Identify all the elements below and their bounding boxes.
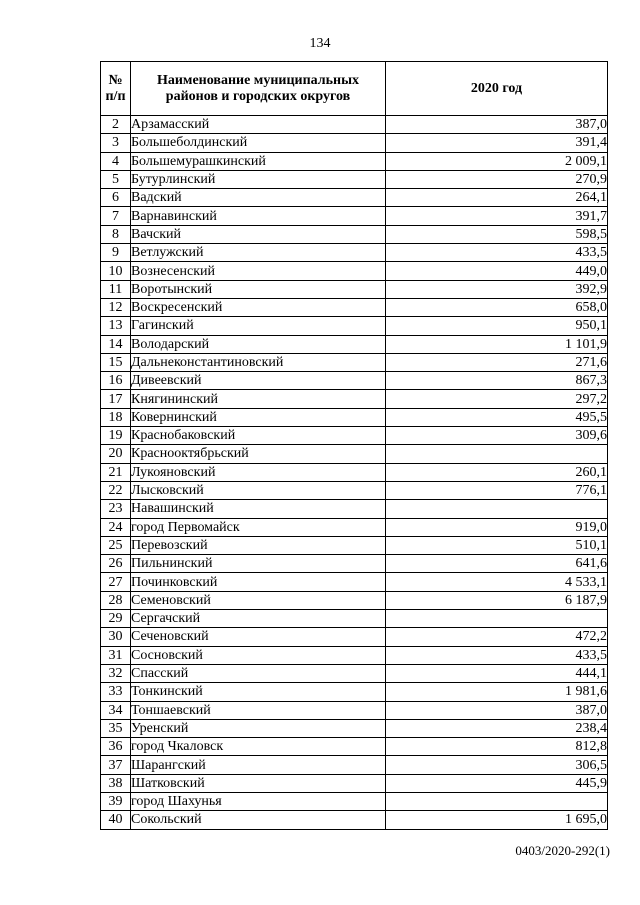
amount-2020: 391,7	[386, 207, 608, 225]
table-row	[101, 811, 608, 829]
table-row	[101, 792, 608, 810]
table-row	[101, 463, 608, 481]
district-name: Большемурашкинский	[131, 152, 386, 170]
district-name: Гагинский	[131, 317, 386, 335]
table-row	[101, 774, 608, 792]
district-name: Дивеевский	[131, 372, 386, 390]
district-name: Княгининский	[131, 390, 386, 408]
table-row	[101, 372, 608, 390]
district-name: Арзамасский	[131, 116, 386, 134]
amount-2020: 433,5	[386, 646, 608, 664]
row-number: 22	[101, 481, 131, 499]
row-number: 7	[101, 207, 131, 225]
row-number: 35	[101, 719, 131, 737]
amount-2020: 598,5	[386, 225, 608, 243]
table-body	[101, 116, 608, 830]
row-number: 13	[101, 317, 131, 335]
header-number: № п/п	[101, 62, 131, 116]
district-name: Сокольский	[131, 811, 386, 829]
amount-2020	[386, 792, 608, 810]
header-name: Наименование муниципальных районов и городских округов	[131, 62, 386, 116]
district-name: Воскресенский	[131, 298, 386, 316]
district-name: Сеченовский	[131, 628, 386, 646]
amount-2020: 6 187,9	[386, 591, 608, 609]
district-name: Пильнинский	[131, 555, 386, 573]
document-code: 0403/2020-292(1)	[515, 843, 610, 858]
district-name: Большеболдинский	[131, 134, 386, 152]
row-number: 26	[101, 555, 131, 573]
amount-2020: 658,0	[386, 298, 608, 316]
amount-2020: 309,6	[386, 427, 608, 445]
table-row	[101, 610, 608, 628]
row-number: 25	[101, 536, 131, 554]
subsidy-table	[100, 61, 608, 830]
row-number: 34	[101, 701, 131, 719]
table-row	[101, 481, 608, 499]
row-number: 8	[101, 225, 131, 243]
amount-2020: 776,1	[386, 481, 608, 499]
table-row	[101, 683, 608, 701]
row-number: 11	[101, 280, 131, 298]
amount-2020: 392,9	[386, 280, 608, 298]
table-row	[101, 719, 608, 737]
amount-2020: 867,3	[386, 372, 608, 390]
amount-2020: 270,9	[386, 170, 608, 188]
row-number: 16	[101, 372, 131, 390]
district-name: Тоншаевский	[131, 701, 386, 719]
row-number: 21	[101, 463, 131, 481]
table-row	[101, 298, 608, 316]
table-row	[101, 756, 608, 774]
district-name: Спасский	[131, 664, 386, 682]
district-name: Шатковский	[131, 774, 386, 792]
amount-2020: 919,0	[386, 518, 608, 536]
row-number: 20	[101, 445, 131, 463]
row-number: 29	[101, 610, 131, 628]
amount-2020: 306,5	[386, 756, 608, 774]
amount-2020: 495,5	[386, 408, 608, 426]
table-row	[101, 664, 608, 682]
table-row	[101, 536, 608, 554]
district-name: Семеновский	[131, 591, 386, 609]
district-name: Вачский	[131, 225, 386, 243]
table-row	[101, 189, 608, 207]
district-name: Бутурлинский	[131, 170, 386, 188]
district-name: Дальнеконстантиновский	[131, 353, 386, 371]
amount-2020: 297,2	[386, 390, 608, 408]
amount-2020: 444,1	[386, 664, 608, 682]
table-row	[101, 225, 608, 243]
amount-2020: 1 695,0	[386, 811, 608, 829]
row-number: 3	[101, 134, 131, 152]
table-row	[101, 573, 608, 591]
amount-2020: 950,1	[386, 317, 608, 335]
district-name: Навашинский	[131, 500, 386, 518]
table-row	[101, 500, 608, 518]
row-number: 23	[101, 500, 131, 518]
district-name: город Чкаловск	[131, 738, 386, 756]
district-name: Ковернинский	[131, 408, 386, 426]
amount-2020	[386, 500, 608, 518]
amount-2020	[386, 610, 608, 628]
row-number: 19	[101, 427, 131, 445]
row-number: 14	[101, 335, 131, 353]
table-row	[101, 317, 608, 335]
district-name: Уренский	[131, 719, 386, 737]
district-name: Сосновский	[131, 646, 386, 664]
amount-2020: 433,5	[386, 244, 608, 262]
amount-2020: 238,4	[386, 719, 608, 737]
row-number: 32	[101, 664, 131, 682]
table-row	[101, 116, 608, 134]
amount-2020: 510,1	[386, 536, 608, 554]
table-row	[101, 244, 608, 262]
district-name: Починковский	[131, 573, 386, 591]
district-name: Володарский	[131, 335, 386, 353]
table-row	[101, 555, 608, 573]
amount-2020: 391,4	[386, 134, 608, 152]
row-number: 12	[101, 298, 131, 316]
district-name: Варнавинский	[131, 207, 386, 225]
table-row	[101, 445, 608, 463]
table-row	[101, 738, 608, 756]
table-row	[101, 591, 608, 609]
table-row	[101, 518, 608, 536]
table-row	[101, 646, 608, 664]
amount-2020: 264,1	[386, 189, 608, 207]
amount-2020: 472,2	[386, 628, 608, 646]
district-name: Шарангский	[131, 756, 386, 774]
district-name: Вознесенский	[131, 262, 386, 280]
row-number: 31	[101, 646, 131, 664]
row-number: 17	[101, 390, 131, 408]
table-row	[101, 152, 608, 170]
row-number: 28	[101, 591, 131, 609]
amount-2020	[386, 445, 608, 463]
amount-2020: 387,0	[386, 116, 608, 134]
row-number: 27	[101, 573, 131, 591]
amount-2020: 1 981,6	[386, 683, 608, 701]
row-number: 10	[101, 262, 131, 280]
row-number: 24	[101, 518, 131, 536]
table-row	[101, 353, 608, 371]
row-number: 33	[101, 683, 131, 701]
district-name: Вадский	[131, 189, 386, 207]
row-number: 5	[101, 170, 131, 188]
row-number: 37	[101, 756, 131, 774]
table-row	[101, 408, 608, 426]
table-row	[101, 390, 608, 408]
table-row	[101, 134, 608, 152]
row-number: 38	[101, 774, 131, 792]
amount-2020: 1 101,9	[386, 335, 608, 353]
row-number: 36	[101, 738, 131, 756]
row-number: 9	[101, 244, 131, 262]
table-row	[101, 427, 608, 445]
amount-2020: 812,8	[386, 738, 608, 756]
district-name: Тонкинский	[131, 683, 386, 701]
amount-2020: 445,9	[386, 774, 608, 792]
district-name: Перевозский	[131, 536, 386, 554]
row-number: 39	[101, 792, 131, 810]
district-name: Воротынский	[131, 280, 386, 298]
district-name: Краснобаковский	[131, 427, 386, 445]
row-number: 15	[101, 353, 131, 371]
row-number: 4	[101, 152, 131, 170]
page-number: 134	[309, 36, 331, 51]
row-number: 6	[101, 189, 131, 207]
amount-2020: 641,6	[386, 555, 608, 573]
header-year: 2020 год	[386, 62, 608, 116]
amount-2020: 260,1	[386, 463, 608, 481]
table-row	[101, 701, 608, 719]
table-row	[101, 280, 608, 298]
table-row	[101, 170, 608, 188]
row-number: 40	[101, 811, 131, 829]
table-row	[101, 262, 608, 280]
row-number: 2	[101, 116, 131, 134]
amount-2020: 387,0	[386, 701, 608, 719]
table-row	[101, 628, 608, 646]
amount-2020: 271,6	[386, 353, 608, 371]
amount-2020: 2 009,1	[386, 152, 608, 170]
district-name: город Шахунья	[131, 792, 386, 810]
district-name: Лукояновский	[131, 463, 386, 481]
district-name: город Первомайск	[131, 518, 386, 536]
row-number: 18	[101, 408, 131, 426]
amount-2020: 449,0	[386, 262, 608, 280]
district-name: Краснооктябрьский	[131, 445, 386, 463]
table-row	[101, 335, 608, 353]
amount-2020: 4 533,1	[386, 573, 608, 591]
table-row	[101, 207, 608, 225]
district-name: Лысковский	[131, 481, 386, 499]
table-header-row	[101, 62, 608, 116]
row-number: 30	[101, 628, 131, 646]
district-name: Ветлужский	[131, 244, 386, 262]
district-name: Сергачский	[131, 610, 386, 628]
